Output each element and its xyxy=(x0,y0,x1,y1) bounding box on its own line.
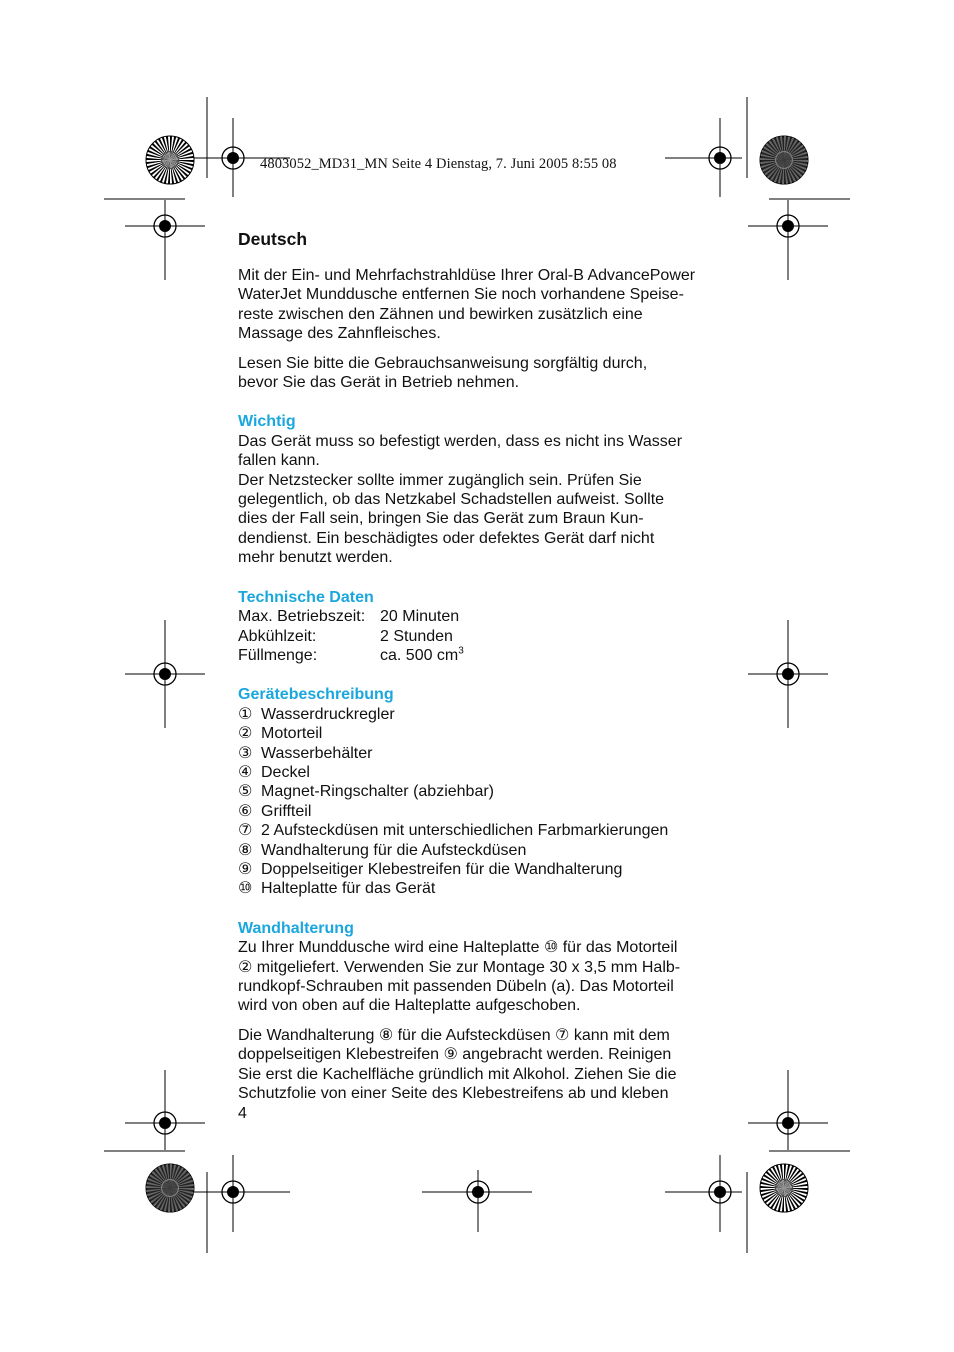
tech-data-row xyxy=(238,627,728,646)
text-line: rundkopf-Schrauben mit passenden Dübeln (a). Das Motorteil xyxy=(238,978,674,995)
page-number: 4 xyxy=(238,1105,247,1122)
text-line: wird von oben auf die Halteplatte aufgeschoben. xyxy=(238,997,581,1015)
list-item xyxy=(238,802,728,821)
list-item xyxy=(238,782,728,801)
list-item xyxy=(238,821,728,840)
star-target-mark xyxy=(146,1164,194,1212)
item-text: Halteplatte für das Gerät xyxy=(261,880,436,898)
text-line: Massage des Zahnfleisches. xyxy=(238,325,441,343)
item-text: Deckel xyxy=(261,763,310,781)
list-item xyxy=(238,744,728,763)
tech-data-label: Abkühlzeit: xyxy=(238,627,317,645)
language-heading: Deutsch xyxy=(238,229,308,249)
item-text: Doppelseitiger Klebestreifen für die Wandhalterung xyxy=(261,860,623,878)
item-number: ⑩ xyxy=(238,880,253,898)
text-line: Sie erst die Kachelfläche gründlich mit Alkohol. Ziehen Sie die xyxy=(238,1065,677,1083)
text-line: Der Netzstecker sollte immer zugänglich sein. Prüfen Sie xyxy=(238,471,642,489)
item-number: ⑧ xyxy=(238,841,253,859)
text-line: doppelseitigen Klebestreifen ⑨ angebracht werden. Reinigen xyxy=(238,1046,672,1064)
wichtig-paragraph xyxy=(238,432,728,568)
text-line: WaterJet Munddusche entfernen Sie noch vorhandene Speise- xyxy=(238,286,684,304)
list-item xyxy=(238,705,728,724)
item-number: ④ xyxy=(238,763,253,781)
text-line: ② mitgeliefert. Verwenden Sie zur Montage 30 x 3,5 mm Halb- xyxy=(238,958,681,976)
section-title-technische-daten: Technische Daten xyxy=(238,588,374,606)
item-number: ⑦ xyxy=(238,822,253,840)
text-line: mehr benutzt werden. xyxy=(238,549,393,567)
text-line: Mit der Ein- und Mehrfachstrahldüse Ihrer Oral-B AdvancePower xyxy=(238,267,696,284)
text-line: gelegentlich, ob das Netzkabel Schadstellen aufweist. Sollte xyxy=(238,491,665,509)
item-number: ⑥ xyxy=(238,802,253,820)
list-item xyxy=(238,879,728,898)
wandhalterung-paragraph-1 xyxy=(238,938,728,1016)
item-text: Griffteil xyxy=(261,802,312,820)
text-line: Schutzfolie von einer Seite des Klebestreifens ab und kleben xyxy=(238,1085,669,1103)
tech-data-row xyxy=(238,607,728,626)
tech-data-label: Füllmenge: xyxy=(238,646,318,664)
item-text: Motorteil xyxy=(261,725,323,743)
intro-paragraph xyxy=(238,266,728,344)
item-number: ① xyxy=(238,705,253,723)
star-target-mark xyxy=(760,1164,808,1212)
list-item xyxy=(238,841,728,860)
wandhalterung-paragraph-2 xyxy=(238,1026,728,1104)
section-title-wichtig: Wichtig xyxy=(238,413,296,431)
item-text: 2 Aufsteckdüsen mit unterschiedlichen Farbmarkierungen xyxy=(261,822,669,840)
section-title-geraetebeschreibung: Gerätebeschreibung xyxy=(238,686,394,704)
text-line: bevor Sie das Gerät in Betrieb nehmen. xyxy=(238,374,520,392)
item-text: Magnet-Ringschalter (abziehbar) xyxy=(261,783,494,801)
list-item xyxy=(238,763,728,782)
text-line: fallen kann. xyxy=(238,452,320,470)
list-item xyxy=(238,860,728,879)
tech-data-table xyxy=(238,607,728,665)
item-number: ⑨ xyxy=(238,860,253,878)
page-content xyxy=(238,228,728,1103)
tech-data-value xyxy=(380,646,464,665)
list-item xyxy=(238,724,728,743)
text-line: Zu Ihrer Munddusche wird eine Halteplatte ⑩ für das Motorteil xyxy=(238,939,678,957)
superscript: 3 xyxy=(458,645,464,657)
read-note-paragraph xyxy=(238,354,728,393)
star-target-mark xyxy=(146,136,194,184)
tech-data-label: Max. Betriebszeit: xyxy=(238,608,366,626)
text-line: dies der Fall sein, bringen Sie das Gerät zum Braun Kun- xyxy=(238,510,644,528)
tech-data-row xyxy=(238,646,728,665)
item-number: ③ xyxy=(238,744,253,762)
text-line: dendienst. Ein beschädigtes oder defektes Gerät darf nicht xyxy=(238,529,655,547)
tech-data-value-text: ca. 500 cm xyxy=(380,646,459,664)
print-slug-line: 4803052_MD31_MN Seite 4 Dienstag, 7. Juni 2005 8:55 08 xyxy=(260,156,617,172)
item-number: ② xyxy=(238,725,253,743)
star-target-mark xyxy=(760,136,808,184)
tech-data-value: 2 Stunden xyxy=(380,627,453,645)
text-line: Lesen Sie bitte die Gebrauchsanweisung sorgfältig durch, xyxy=(238,354,648,372)
item-number: ⑤ xyxy=(238,783,253,801)
text-line: Das Gerät muss so befestigt werden, dass es nicht ins Wasser xyxy=(238,432,683,450)
tech-data-value: 20 Minuten xyxy=(380,608,460,626)
section-title-wandhalterung: Wandhalterung xyxy=(238,919,354,937)
text-line: Die Wandhalterung ⑧ für die Aufsteckdüsen ⑦ kann mit dem xyxy=(238,1026,670,1044)
parts-list xyxy=(238,705,728,899)
text-line: reste zwischen den Zähnen und bewirken zusätzlich eine xyxy=(238,305,643,323)
item-text: Wasserbehälter xyxy=(261,744,373,762)
item-text: Wandhalterung für die Aufsteckdüsen xyxy=(261,841,527,859)
item-text: Wasserdruckregler xyxy=(261,705,395,723)
